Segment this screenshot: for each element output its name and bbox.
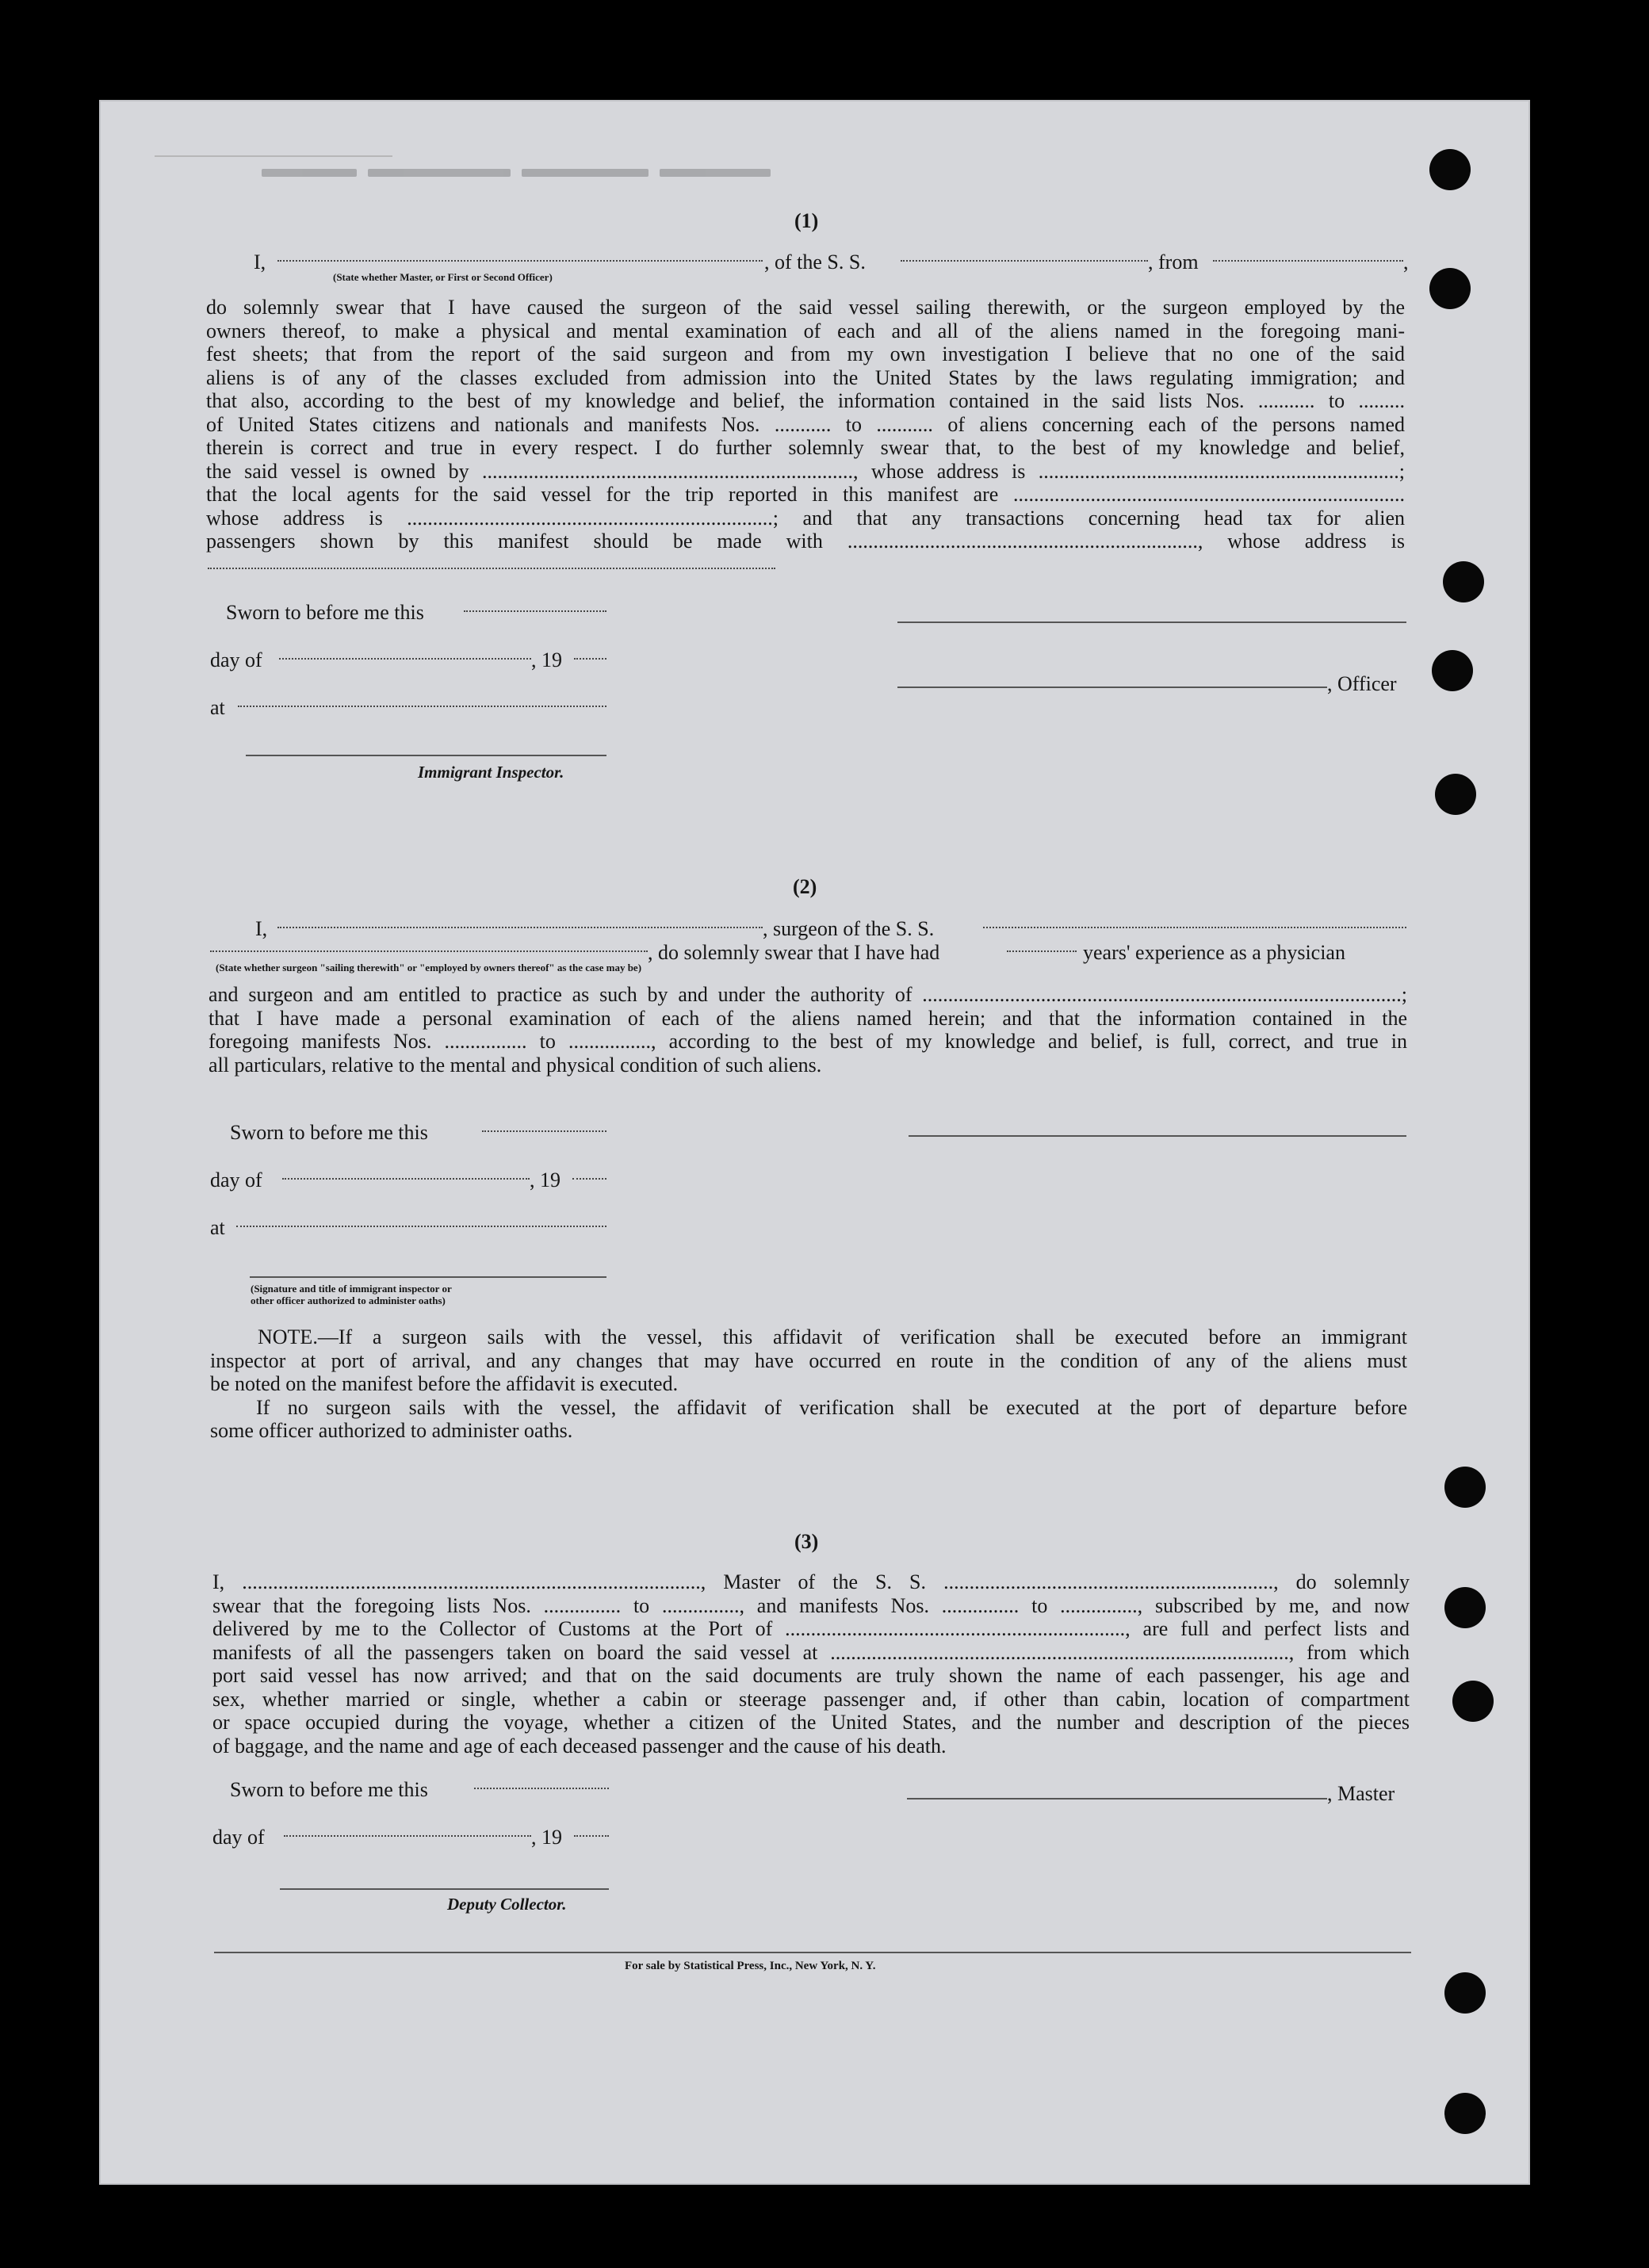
- note-line: inspector at port of arrival, and any changes that may have occurred en route in the condition of any of the aliens must: [210, 1348, 1407, 1372]
- body-line: sex, whether married or single, whether a cabin or steerage passenger and, if other than cabin, location of compartment: [212, 1687, 1410, 1711]
- years-experience-field[interactable]: [1007, 950, 1077, 952]
- note-paragraph: [210, 1325, 1407, 1443]
- signature-note-1: (Signature and title of immigrant inspector or: [251, 1283, 452, 1295]
- inspector-signature-line[interactable]: [250, 1276, 606, 1278]
- year-label: , 19: [531, 648, 562, 671]
- body-line: foregoing manifests Nos. ................ to ................, according to the best of my knowledge and belief, is full, correct, and true in: [209, 1030, 1407, 1053]
- body-line: whose address is .......................................................................; and that any transactions concerning head tax for alien: [206, 506, 1405, 530]
- surgeon-name-field[interactable]: [277, 927, 763, 928]
- body-line: port said vessel has now arrived; and that on the said documents are truly shown the name of each passenger, his age and: [212, 1664, 1410, 1687]
- footer-imprint: For sale by Statistical Press, Inc., New York, N. Y.: [625, 1960, 876, 1972]
- note-line: If no surgeon sails with the vessel, the affidavit of verification shall be executed at the port of departure before: [256, 1395, 1407, 1419]
- month-field[interactable]: [282, 1178, 530, 1180]
- body-line: manifests of all the passengers taken on board the said vessel at ........................................................................................., from which: [212, 1640, 1410, 1664]
- year-field[interactable]: [574, 658, 606, 660]
- year-label: , 19: [530, 1168, 561, 1191]
- body-line: delivered by me to the Collector of Customs at the Port of .................................................................., are full and perfect lists and: [212, 1617, 1410, 1640]
- body-line: swear that the foregoing lists Nos. ............... to ..............., and manifests Nos. ............... to ..............., subscribed by me, and now: [212, 1593, 1410, 1617]
- officer-title-field[interactable]: [277, 260, 763, 262]
- body-line: that the local agents for the said vessel for the trip reported in this manifest are ............................................................................: [206, 483, 1405, 506]
- officer-title-note: (State whether Master, or First or Second Officer): [333, 271, 553, 283]
- year-field[interactable]: [574, 1835, 609, 1837]
- at-place-field[interactable]: [238, 706, 606, 707]
- master-label: , Master: [1327, 1782, 1395, 1805]
- section-2-i-label: I,: [255, 917, 268, 940]
- month-field[interactable]: [279, 658, 531, 660]
- month-field[interactable]: [284, 1835, 531, 1837]
- master-signature-line[interactable]: [907, 1798, 1327, 1799]
- sworn-label: Sworn to before me this: [226, 601, 424, 624]
- binder-hole: [1444, 1587, 1486, 1628]
- section-1-body: [206, 296, 1405, 553]
- body-line: I, ........................................................................................., Master of the S. S. ................................................................, do solemnly: [212, 1570, 1410, 1593]
- note-line: some officer authorized to administer oaths.: [210, 1419, 573, 1442]
- binder-hole: [1452, 1681, 1494, 1722]
- binder-hole: [1444, 1972, 1486, 2014]
- of-ss-label: , of the S. S.: [764, 251, 866, 273]
- body-line: or space occupied during the voyage, whether a citizen of the United States, and the number and description of the pieces: [212, 1711, 1410, 1734]
- surgeon-of-ss-label: , surgeon of the S. S.: [763, 917, 935, 940]
- inspector-signature-line[interactable]: [246, 755, 606, 756]
- surgeon-signature-line[interactable]: [909, 1135, 1406, 1137]
- inspector-caption: Immigrant Inspector.: [418, 763, 564, 782]
- at-place-field[interactable]: [236, 1226, 606, 1227]
- note-line: be noted on the manifest before the affidavit is executed.: [210, 1372, 679, 1395]
- body-line: fest sheets; that from the report of the said surgeon and from my own investigation I believe that no one of the said: [206, 342, 1405, 365]
- section-2-number: (2): [793, 875, 817, 898]
- solemnly-swear-label: , do solemnly swear that I have had: [648, 941, 940, 964]
- body-line: the said vessel is owned by ........................................................................, whose address is ......................................................................;: [206, 459, 1405, 483]
- bleed-through-line: [155, 155, 392, 157]
- year-field[interactable]: [572, 1178, 606, 1180]
- binder-hole: [1444, 1467, 1486, 1508]
- body-line: aliens is of any of the classes excluded from admission into the United States by the laws regulating immigration; and: [206, 365, 1405, 389]
- body-line: that also, according to the best of my knowledge and belief, the information contained in the said lists Nos. ........... to .........: [206, 389, 1405, 412]
- officer-signature-line[interactable]: [897, 622, 1406, 623]
- officer-label: , Officer: [1327, 672, 1397, 695]
- at-label: at: [210, 1216, 225, 1239]
- body-line: do solemnly swear that I have caused the surgeon of the said vessel sailing therewith, or the surgeon employed by the: [206, 296, 1405, 319]
- section-2-body: [209, 983, 1407, 1077]
- collector-caption: Deputy Collector.: [447, 1895, 567, 1914]
- year-label: , 19: [531, 1826, 562, 1849]
- surgeon-status-field[interactable]: [210, 950, 648, 952]
- comma: ,: [1403, 251, 1409, 273]
- agent-address-field[interactable]: [208, 568, 775, 569]
- body-line: and surgeon and am entitled to practice as such by and under the authority of .............................................................................................;: [209, 983, 1407, 1006]
- body-line: all particulars, relative to the mental and physical condition of such aliens.: [209, 1053, 822, 1077]
- surgeon-status-note: (State whether surgeon "sailing therewith" or "employed by owners thereof" as the case may be): [216, 962, 642, 973]
- from-label: , from: [1148, 251, 1199, 273]
- at-label: at: [210, 696, 225, 719]
- sworn-label: Sworn to before me this: [230, 1121, 428, 1144]
- note-line: NOTE.—If a surgeon sails with the vessel, this affidavit of verification shall be executed before an immigrant: [258, 1325, 1407, 1348]
- binder-hole: [1429, 149, 1471, 190]
- day-of-label: day of: [210, 648, 262, 671]
- day-of-label: day of: [210, 1168, 262, 1191]
- collector-signature-line[interactable]: [280, 1888, 609, 1890]
- binder-hole: [1444, 2093, 1486, 2134]
- officer-name-line[interactable]: [897, 687, 1327, 688]
- section-1-number: (1): [794, 209, 819, 232]
- binder-hole: [1429, 268, 1471, 309]
- day-of-label: day of: [212, 1826, 265, 1849]
- body-line: of United States citizens and nationals and manifests Nos. ........... to ........... of aliens concerning each of the persons named: [206, 412, 1405, 436]
- sworn-date-field[interactable]: [474, 1788, 609, 1789]
- signature-note-2: other officer authorized to administer oaths): [251, 1295, 446, 1306]
- section-3-body: [212, 1570, 1410, 1757]
- body-line: therein is correct and true in every respect. I do further solemnly swear that, to the best of my knowledge and belief,: [206, 436, 1405, 459]
- body-line: owners thereof, to make a physical and mental examination of each and all of the aliens named in the foregoing mani-: [206, 319, 1405, 342]
- section-1-i-label: I,: [254, 251, 266, 273]
- sworn-date-field[interactable]: [482, 1130, 606, 1132]
- body-line: passengers shown by this manifest should be made with ...................................................................., whose address is: [206, 530, 1405, 553]
- binder-hole: [1443, 561, 1484, 602]
- sworn-date-field[interactable]: [464, 610, 606, 612]
- binder-hole: [1435, 774, 1476, 815]
- bleed-through-header: [262, 166, 832, 193]
- body-line: that I have made a personal examination of each of the aliens named herein; and that the information contained in the: [209, 1006, 1407, 1030]
- footer-rule: [214, 1952, 1411, 1953]
- binder-hole: [1432, 650, 1473, 691]
- years-experience-label: years' experience as a physician: [1083, 941, 1345, 964]
- from-port-field[interactable]: [1213, 260, 1403, 262]
- surgeon-vessel-field[interactable]: [983, 927, 1406, 928]
- vessel-name-field[interactable]: [901, 260, 1148, 262]
- sworn-label: Sworn to before me this: [230, 1778, 428, 1801]
- section-3-number: (3): [794, 1530, 819, 1553]
- body-line: of baggage, and the name and age of each deceased passenger and the cause of his death.: [212, 1734, 947, 1757]
